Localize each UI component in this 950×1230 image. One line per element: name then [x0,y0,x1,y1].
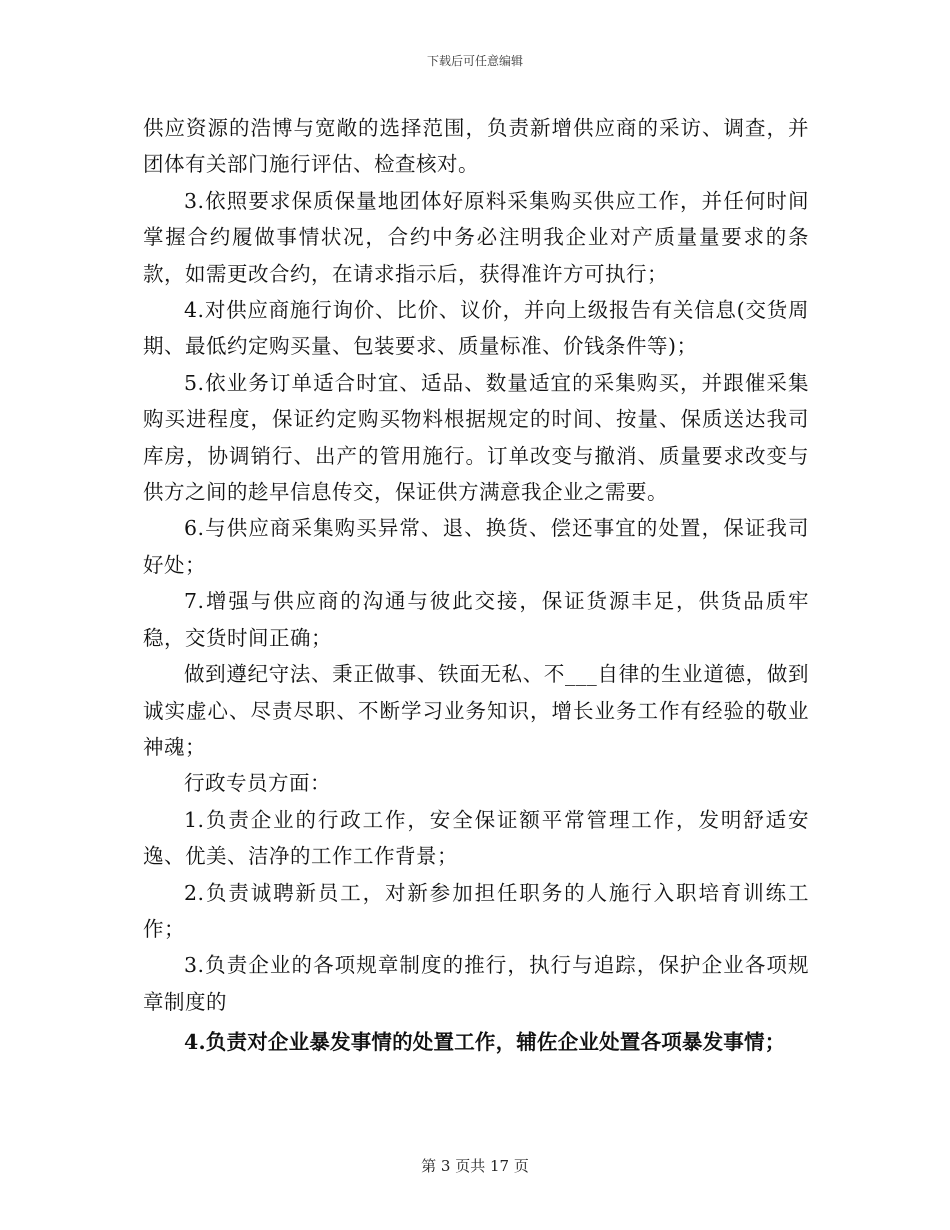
section-heading-admin: 行政专员方面： [184,771,331,796]
document-body [143,110,809,1061]
paragraph-item-5: 5.依业务订单适合时宜、适品、数量适宜的采集购买，并跟催采集购买进程度，保证约定购买物料根据规定的时间、按量、保质送达我司库房，协调销行、出产的管用施行。订单改变与撤消、质量要求改变与供方之间的趁早信息传交，保证供方满意我企业之需要。 [143,370,809,505]
paragraph-item-4: 4.对供应商施行询价、比价、议价，并向上级报告有关信息(交货周期、最低约定购买量、包装要求、质量标准、价钱条件等)； [143,298,809,359]
paragraph-item-7: 7.增强与供应商的沟通与彼此交接，保证货源丰足，供货品质牢稳，交货时间正确； [143,589,809,650]
paragraph-item-6: 6.与供应商采集购买异常、退、换货、偿还事宜的处置，保证我司好处； [143,516,809,577]
paragraph-admin-3: 3.负责企业的各项规章制度的推行，执行与追踪，保护企业各项规章制度的 [143,953,809,1014]
paragraph-admin-1: 1.负责企业的行政工作，安全保证额平常管理工作，发明舒适安逸、优美、洁净的工作工作背景； [143,807,809,869]
paragraph-ethics: 做到遵纪守法、秉正做事、铁面无私、不___自律的生业道德，做到诚实虚心、尽责尽职、不断学习业务知识，增长业务工作有经验的敬业神魂； [143,662,809,759]
paragraph-admin-4-bold: 4.负责对企业暴发事情的处置工作，辅佐企业处置各项暴发事情； [184,1030,786,1055]
paragraph-admin-2: 2.负责诚聘新员工，对新参加担任职务的人施行入职培育训练工作； [143,880,809,941]
paragraph-item-3: 3.依照要求保质保量地团体好原料采集购买供应工作，并任何时间掌握合约履做事情状况，合约中务必注明我企业对产质量量要求的条款，如需更改合约，在请求指示后，获得准许方可执行； [143,188,809,286]
paragraph-continuation: 供应资源的浩博与宽敞的选择范围，负责新增供应商的采访、调查，并团体有关部门施行评估、检查核对。 [143,116,809,177]
page-footer: 第 3 页共 17 页 [421,1157,529,1175]
page-header: 下载后可任意编辑 [426,54,523,68]
